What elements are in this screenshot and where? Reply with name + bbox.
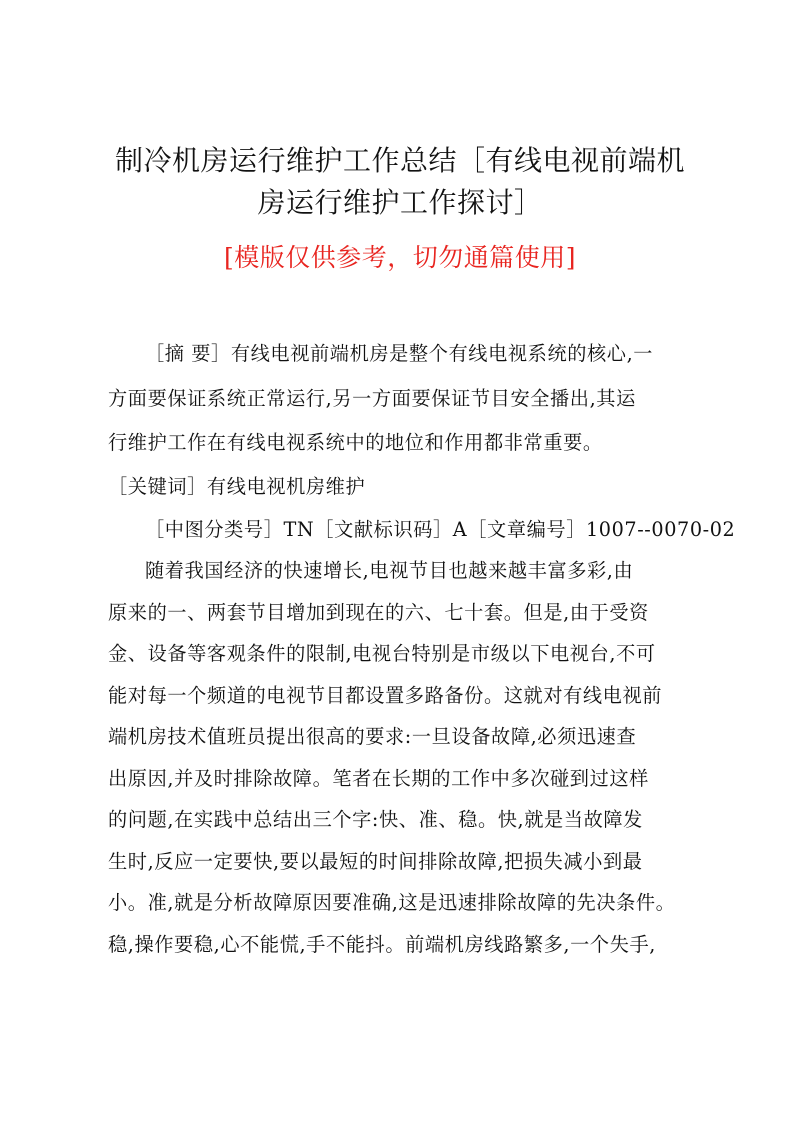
body-line-6: 出原因,并及时排除故障。笔者在长期的工作中多次碰到过这样 [108, 767, 649, 790]
body-line-5: 端机房技术值班员提出很高的要求:一旦设备故障,必须迅速查 [108, 725, 637, 748]
body-line-3: 金、设备等客观条件的限制,电视台特别是市级以下电视台,不可 [108, 642, 656, 665]
body-line-10: 稳,操作要稳,心不能慌,手不能抖。前端机房线路繁多,一个失手, [108, 933, 656, 956]
body-line-9: 小。准,就是分析故障原因要准确,这是迅速排除故障的先决条件。 [108, 891, 676, 914]
abstract-line-1: ［摘 要］有线电视前端机房是整个有线电视系统的核心,一 [145, 342, 654, 365]
document-title-line-1: 制冷机房运行维护工作总结［有线电视前端机 [114, 144, 685, 177]
document-title-line-2: 房运行维护工作探讨］ [257, 186, 543, 219]
template-notice: [模版仅供参考，切勿通篇使用] [223, 243, 576, 272]
classification-line: ［中图分类号］TN［文献标识码］A［文章编号］1007--0070-02 [145, 518, 736, 541]
body-line-8: 生时,反应一定要快,要以最短的时间排除故障,把损失减小到最 [108, 850, 643, 873]
body-line-2: 原来的一、两套节目增加到现在的六、七十套。但是,由于受资 [108, 601, 649, 624]
body-line-7: 的问题,在实践中总结出三个字:快、准、稳。快,就是当故障发 [108, 808, 643, 831]
abstract-line-2: 方面要保证系统正常运行,另一方面要保证节目安全播出,其运 [108, 387, 636, 410]
abstract-line-3: 行维护工作在有线电视系统中的地位和作用都非常重要。 [108, 431, 603, 454]
body-line-1: 随着我国经济的快速增长,电视节目也越来越丰富多彩,由 [145, 559, 634, 582]
body-line-4: 能对每一个频道的电视节目都设置多路备份。这就对有线电视前 [108, 684, 663, 707]
keywords-line: ［关键词］有线电视机房维护 [108, 475, 366, 498]
